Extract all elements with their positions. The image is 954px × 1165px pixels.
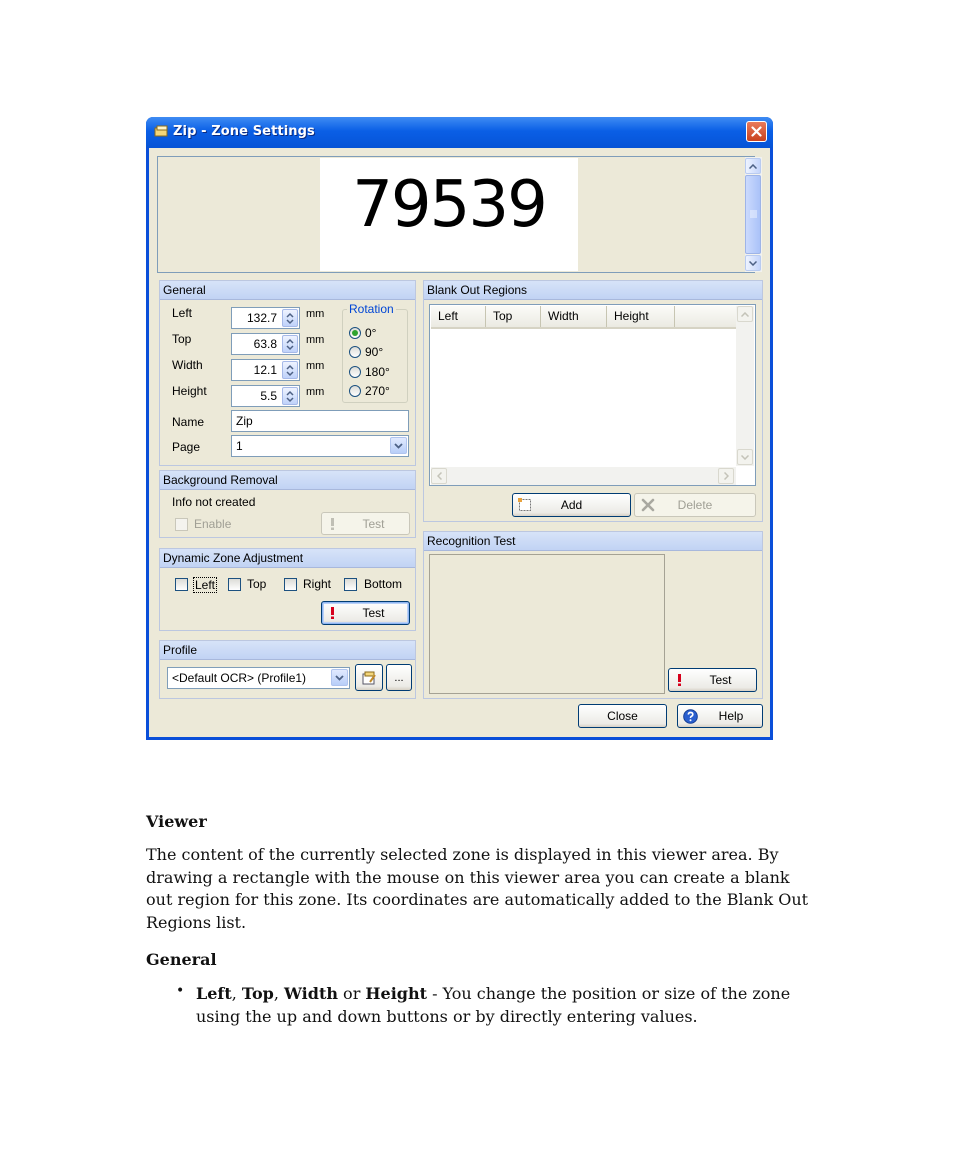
chevron-up-icon <box>741 312 749 317</box>
viewer-heading: Viewer <box>146 812 207 831</box>
page-value: 1 <box>236 439 243 453</box>
height-unit: mm <box>306 386 325 398</box>
adjust-bottom-label: Bottom <box>364 577 403 591</box>
rotation-90-radio[interactable] <box>349 346 361 358</box>
height-value: 5.5 <box>260 389 277 403</box>
spin-arrows-icon <box>283 388 297 404</box>
chevron-right-icon <box>724 472 729 480</box>
help-label: Help <box>718 709 744 723</box>
window-title: Zip - Zone Settings <box>173 124 315 139</box>
width-unit: mm <box>306 360 325 372</box>
bullet-comma1: , <box>231 984 242 1003</box>
dynamic-zone-group <box>159 548 416 631</box>
column-width[interactable]: Width <box>541 306 607 327</box>
recognition-test-button[interactable] <box>668 668 757 692</box>
height-spin-buttons[interactable] <box>282 387 298 405</box>
close-window-button[interactable] <box>746 121 767 142</box>
chevron-down-icon <box>335 675 344 681</box>
add-region-label: Add <box>560 498 583 512</box>
height-spinner[interactable] <box>231 385 300 407</box>
profile-edit-button[interactable] <box>355 664 383 691</box>
dynamic-test-label: Test <box>362 606 385 620</box>
rotation-0-label: 0° <box>365 326 377 340</box>
rotation-90-label: 90° <box>365 345 384 359</box>
blank-out-scroll-up[interactable] <box>737 306 753 322</box>
column-left[interactable]: Left <box>431 306 486 327</box>
bullet-height: Height <box>365 984 428 1003</box>
adjust-left-label: Left <box>195 578 216 592</box>
profile-value: <Default OCR> (Profile1) <box>172 671 307 685</box>
zone-settings-window <box>146 117 773 740</box>
recognition-test-group <box>423 531 763 699</box>
enable-label: Enable <box>194 517 232 531</box>
column-top[interactable]: Top <box>486 306 541 327</box>
dialog-client-area <box>149 148 770 737</box>
title-bar[interactable] <box>146 117 773 148</box>
viewer-scroll-up[interactable] <box>745 158 761 174</box>
zone-image-text: 79539 <box>352 168 546 242</box>
bullet-or: or <box>337 984 366 1003</box>
bullet-text: - You change the position or size of the zone using the up and down buttons or by directly entering values. <box>196 984 791 1026</box>
blank-out-group <box>423 280 763 522</box>
viewer-scrollbar[interactable] <box>745 157 762 274</box>
recognition-test-label: Test <box>709 673 732 687</box>
width-spinner[interactable] <box>231 359 300 381</box>
adjust-top-checkbox[interactable] <box>228 578 241 591</box>
delete-region-button[interactable] <box>634 493 756 517</box>
rotation-270-radio[interactable] <box>349 385 361 397</box>
edit-profile-icon <box>361 670 377 686</box>
general-header: General <box>160 281 415 300</box>
name-label: Name <box>172 415 205 429</box>
width-label: Width <box>172 358 203 372</box>
add-region-icon <box>518 498 532 512</box>
chevron-up-icon <box>749 164 757 169</box>
height-label: Height <box>172 384 207 398</box>
top-value: 63.8 <box>253 337 277 351</box>
background-removal-group <box>159 470 416 538</box>
blank-out-header: Blank Out Regions <box>424 281 762 300</box>
top-spinner[interactable] <box>231 333 300 355</box>
adjust-right-label: Right <box>303 577 332 591</box>
adjust-right-checkbox[interactable] <box>284 578 297 591</box>
blank-out-hscroll[interactable] <box>431 467 736 485</box>
rotation-label: Rotation <box>349 302 394 316</box>
blank-out-list[interactable] <box>429 304 756 486</box>
top-unit: mm <box>306 334 325 346</box>
blank-out-scroll-down[interactable] <box>737 449 753 465</box>
background-test-button[interactable] <box>321 512 410 535</box>
spin-arrows-icon <box>283 336 297 352</box>
spin-arrows-icon <box>283 362 297 378</box>
background-test-label: Test <box>362 516 385 531</box>
adjust-top-label: Top <box>247 577 267 591</box>
viewer-paragraph: The content of the currently selected zone is displayed in this viewer area. By drawing a rectangle with the mouse on this viewer area you can create a blank out region for this zone. Its coordinates are automatically added to the Blank Out Regions list. <box>146 845 809 932</box>
chevron-down-icon <box>394 443 403 449</box>
bullet-dot: • <box>176 983 185 999</box>
top-spin-buttons[interactable] <box>282 335 298 353</box>
blank-out-vscroll[interactable] <box>736 306 754 466</box>
general-heading: General <box>146 950 217 969</box>
rotation-180-radio[interactable] <box>349 366 361 378</box>
bullet-top: Top <box>241 984 274 1003</box>
left-spin-buttons[interactable] <box>282 309 298 327</box>
close-button[interactable]: Close <box>578 704 667 728</box>
grip-icon <box>750 210 757 218</box>
name-input[interactable] <box>231 410 409 432</box>
column-height[interactable]: Height <box>607 306 675 327</box>
blank-out-list-header <box>431 306 737 329</box>
window-app-icon <box>154 125 169 137</box>
delete-icon <box>641 498 655 512</box>
left-label: Left <box>172 306 193 320</box>
enable-checkbox[interactable] <box>175 518 188 531</box>
page-select[interactable] <box>231 435 409 457</box>
exclamation-icon <box>330 607 335 619</box>
exclamation-icon <box>677 674 682 686</box>
recognition-test-header: Recognition Test <box>424 532 762 551</box>
bullet-left: Left <box>196 984 232 1003</box>
help-icon <box>683 709 698 724</box>
viewer-scroll-down[interactable] <box>745 255 761 271</box>
profile-more-button[interactable]: ... <box>386 664 412 691</box>
close-icon <box>751 126 762 137</box>
rotation-0-radio[interactable] <box>349 327 361 339</box>
top-label: Top <box>172 332 192 346</box>
page-dropdown-button[interactable] <box>390 437 407 454</box>
blank-out-scroll-left[interactable] <box>431 468 447 484</box>
blank-out-scroll-right[interactable] <box>718 468 734 484</box>
delete-region-label: Delete <box>677 498 713 512</box>
dynamic-zone-header: Dynamic Zone Adjustment <box>160 549 415 568</box>
zone-viewer[interactable] <box>157 156 755 273</box>
profile-header: Profile <box>160 641 415 660</box>
general-group <box>159 280 416 466</box>
width-value: 12.1 <box>253 363 277 377</box>
zone-image <box>320 158 578 271</box>
adjust-bottom-checkbox[interactable] <box>344 578 357 591</box>
bullet-comma2: , <box>273 984 284 1003</box>
left-value: 132.7 <box>246 311 277 325</box>
profile-select[interactable] <box>167 667 350 689</box>
add-region-button[interactable] <box>512 493 631 517</box>
width-spin-buttons[interactable] <box>282 361 298 379</box>
background-removal-header: Background Removal <box>160 471 415 490</box>
rotation-180-label: 180° <box>365 365 390 379</box>
left-unit: mm <box>306 308 325 320</box>
bullet-item <box>196 983 836 1028</box>
help-button[interactable] <box>677 704 763 728</box>
dynamic-test-button[interactable] <box>321 601 410 625</box>
viewer-scroll-thumb[interactable] <box>745 175 761 254</box>
profile-dropdown-button[interactable] <box>331 669 348 686</box>
chevron-left-icon <box>437 472 442 480</box>
profile-group <box>159 640 416 699</box>
exclamation-icon <box>330 518 335 530</box>
recognition-preview <box>429 554 665 694</box>
left-spinner[interactable] <box>231 307 300 329</box>
background-info-text: Info not created <box>172 495 256 509</box>
spin-arrows-icon <box>283 310 297 326</box>
chevron-down-icon <box>749 261 757 266</box>
chevron-down-icon <box>741 455 749 460</box>
bullet-width: Width <box>283 984 338 1003</box>
rotation-270-label: 270° <box>365 384 390 398</box>
page-label: Page <box>172 440 201 454</box>
adjust-left-checkbox[interactable] <box>175 578 188 591</box>
name-value: Zip <box>236 414 253 428</box>
